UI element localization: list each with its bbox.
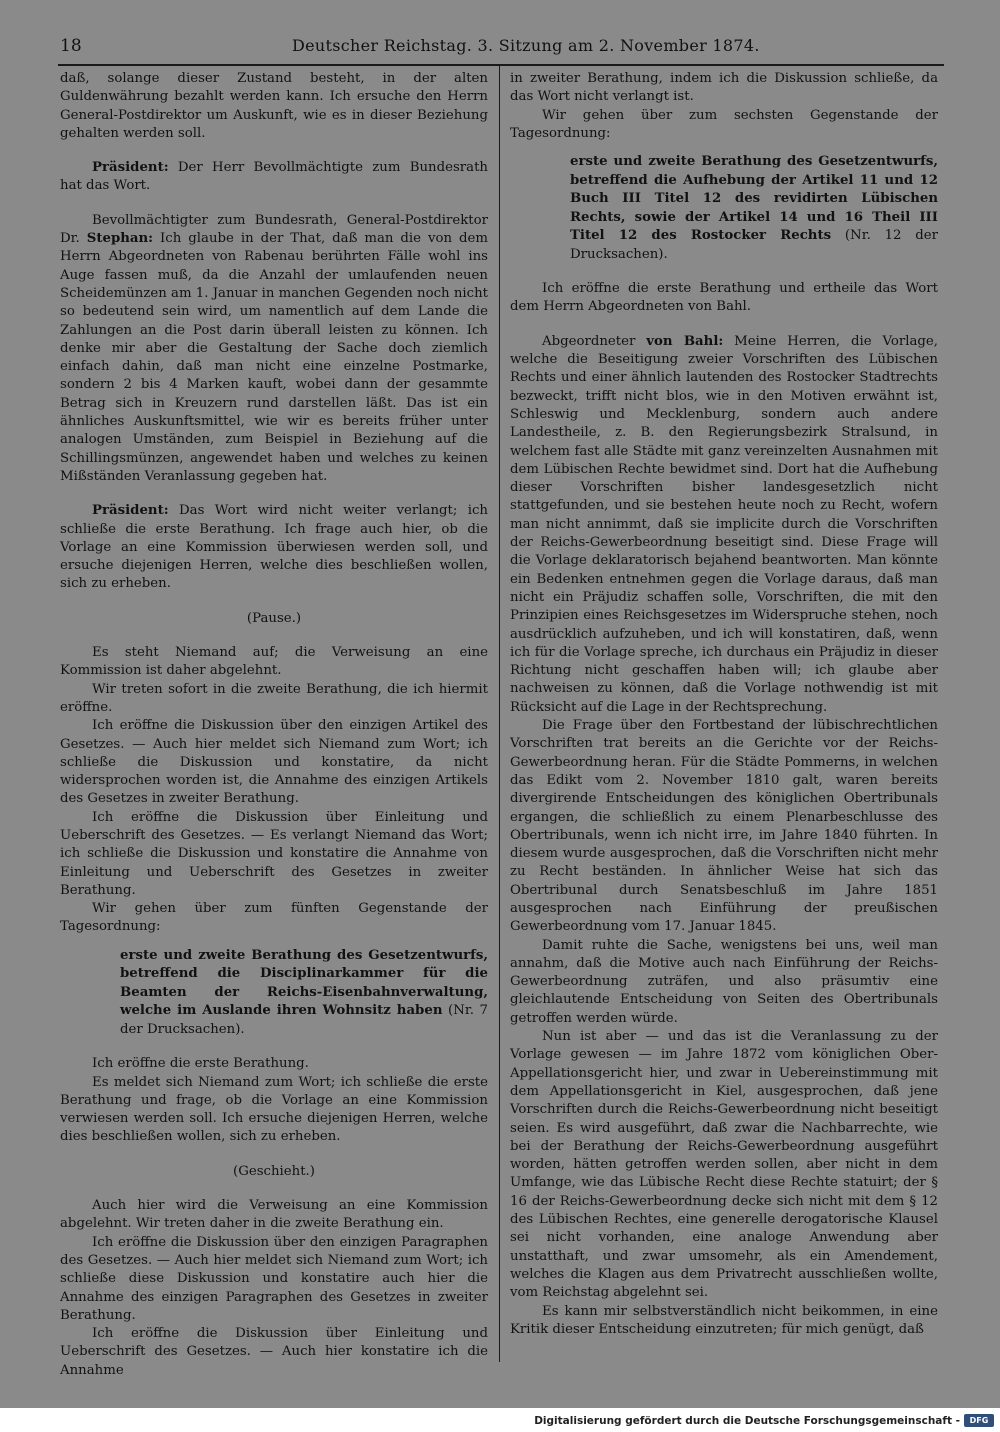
paragraph-text: Nun ist aber — und das ist die Veranlassung zu der Vorlage gewesen — im Jahre 1872 vom königlichen Ober-Appellationsgericht hier, und zwar in Uebereinstimmung mit dem Appellationsgericht in Kiel, ausgesprochen, daß jene Vorschriften durch die Reichs-Gewerbeordnung nicht beseitigt seien. Es wird ausgeführt, daß zwar die Nachbarrechte, wie bei der Berathung der Reichs-Gewerbeordnung ausgeführt worden, hätten getroffen werden sollen, aber nicht in dem Umfange, wie das Lübische Recht diese Rechte statuirt; der § 16 der Reichs-Gewerbeordnung decke sich nicht mit dem § 12 des Lübischen Rechtes, eine generelle derogatorische Klausel sei nicht vorhanden, eine analoge Anwendung aber unstatthaft, und zwar umsomehr, als ein Amendement, welches die Klagen aus dem Privatrecht ausschließen wollte, vom Reichstag abgelehnt sei. bbox=[510, 1029, 938, 1301]
column-divider bbox=[499, 66, 500, 1362]
paragraph bbox=[510, 70, 938, 107]
paragraph bbox=[510, 280, 938, 317]
speaker-name: Präsident: bbox=[92, 503, 169, 519]
paragraph bbox=[60, 1163, 488, 1181]
paragraph bbox=[120, 947, 488, 1040]
paragraph-text: daß, solange dieser Zustand besteht, in der alten Guldenwährung bezahlt werden kann. Ich ersuche den Herrn General-Postdirektor um Auskunft, wie es in dieser Beziehung gehalten werden soll. bbox=[60, 71, 488, 141]
paragraph bbox=[60, 644, 488, 681]
paragraph bbox=[510, 1303, 938, 1340]
paragraph bbox=[60, 900, 488, 937]
paragraph-text: Ich glaube in der That, daß man die von dem Herrn Abgeordneten von Rabenau berührten Fälle wohl ins Auge fassen muß, da die Anzahl der umlaufenden neuen Scheidemünzen am 1. Januar in manchen Gegenden noch nicht so bedeutend sein wird, um namentlich auf dem Lande die Zahlungen an die Post darin überall leisten zu können. Ich denke mir aber die Gestaltung der Sache doch ziemlich einfach dahin, daß man nicht eine einzelne Postmarke, sondern 2 bis 4 Marken kauft, wobei dann der gesammte Betrag sich in Kreuzern rund darstellen läßt. Das ist ein ähnliches Auskunftsmittel, wie wir es bereits früher unter analogen Umständen, zum Beispiel in Beziehung auf die Schillingsmünzen, angewendet haben und welches zu keinen Mißständen Veranlassung gegeben hat. bbox=[60, 231, 489, 484]
footer bbox=[0, 1412, 1000, 1432]
paragraph-text: Ich eröffne die Diskussion über den einzigen Paragraphen des Gesetzes. — Auch hier meldet sich Niemand zum Wort; ich schließe diese Diskussion und konstatire auch hier die Annahme des einzigen Paragraphen des Gesetzes in zweiter Berathung. bbox=[60, 1234, 488, 1323]
right-column bbox=[510, 70, 938, 1339]
paragraph-text: Die Frage über den Fortbestand der lübischrechtlichen Vorschriften trat bereits an die Gerichte vor der Reichs-Gewerbeordnung heran. Für die Städte Pommerns, in welchen das Edikt vom 2. November 1810 galt, waren bereits divergirende Entscheidungen des königlichen Obertribunals ergangen, die schließlich zu einem Plenarbeschlusse des Obertribunals, wenn ich nicht irre, im Jahre 1840 führten. In diesem wurde ausgesprochen, daß die Vorschriften nicht mehr zu Recht beständen. In ähnlicher Weise hat sich das Obertribunal durch Senatsbeschluß im Jahre 1851 ausgesprochen nach Einführung der preußischen Gewerbeordnung vom 17. Januar 1845. bbox=[510, 718, 938, 935]
paragraph-text: Abgeordneter bbox=[542, 333, 647, 349]
paragraph-text: Ich eröffne die erste Berathung. bbox=[92, 1056, 309, 1072]
paragraph bbox=[60, 1234, 488, 1325]
paragraph bbox=[60, 212, 488, 486]
page-number: 18 bbox=[60, 36, 82, 56]
dfg-logo: DFG bbox=[964, 1414, 994, 1427]
paragraph bbox=[60, 809, 488, 900]
paragraph-text: (Pause.) bbox=[246, 610, 302, 626]
paragraph bbox=[510, 107, 938, 144]
paragraph-text: Bevollmächtigter zum Bundesrath, General-Postdirektor Dr. bbox=[60, 212, 488, 247]
paragraph bbox=[510, 937, 938, 1028]
speaker-name: von Bahl: bbox=[646, 333, 724, 349]
paragraph bbox=[60, 610, 488, 628]
paragraph-text: Damit ruhte die Sache, wenigstens bei uns, weil man annahm, daß die Motive auch nach Einführung der Reichs-Gewerbeordnung zuträfen, und also präsumtiv eine gleichlautende Entscheidung von Seiten des Obertribunals getroffen werden würde. bbox=[510, 937, 938, 1026]
paragraph-text: Das Wort wird nicht weiter verlangt; ich schließe die erste Berathung. Ich frage auch hier, ob die Vorlage an eine Kommission überwiesen werden soll, und ersuche diejenigen Herren, welche dies beschließen wollen, sich zu erheben. bbox=[60, 503, 488, 592]
agenda-item-title: erste und zweite Berathung des Gesetzentwurfs, betreffend die Disciplinarkammer für die Beamten der Reichs-Eisenbahnverwaltung, welche im Auslande ihren Wohnsitz haben bbox=[120, 947, 488, 1019]
agenda-item-title: erste und zweite Berathung des Gesetzentwurfs, betreffend die Aufhebung der Artikel 11 und 12 Buch III Titel 12 des revidirten Lübischen Rechts, sowie der Artikel 14 und 16 Theil III Titel 12 des Rostocker Rechts bbox=[570, 154, 938, 244]
paragraph-text: (Nr. 12 der Drucksachen). bbox=[570, 228, 938, 262]
paragraph bbox=[60, 502, 488, 593]
paragraph-text: Ich eröffne die erste Berathung und ertheile das Wort dem Herrn Abgeordneten von Bahl. bbox=[510, 281, 938, 315]
paragraph bbox=[60, 159, 488, 196]
paragraph-text: Ich eröffne die Diskussion über Einleitung und Ueberschrift des Gesetzes. — Es verlangt Niemand das Wort; ich schließe die Diskussion und konstatire die Annahme von Einleitung und Ueberschrift des Gesetzes in zweiter Berathung. bbox=[60, 809, 488, 898]
paragraph bbox=[60, 717, 488, 808]
paragraph bbox=[510, 333, 938, 717]
paragraph-text: Es kann mir selbstverständlich nicht beikommen, in eine Kritik dieser Entscheidung einzutreten; für mich genügt, daß bbox=[510, 1303, 938, 1337]
paragraph bbox=[60, 1197, 488, 1234]
paragraph-text: Es steht Niemand auf; die Verweisung an eine Kommission ist daher abgelehnt. bbox=[60, 645, 488, 679]
paragraph-text: Wir gehen über zum sechsten Gegenstande der Tagesordnung: bbox=[510, 107, 938, 141]
paragraph-text: Der Herr Bevollmächtigte zum Bundesrath hat das Wort. bbox=[60, 160, 488, 194]
paragraph bbox=[60, 681, 488, 718]
footer-credit: Digitalisierung gefördert durch die Deutsche Forschungsgemeinschaft - bbox=[534, 1415, 960, 1427]
header-rule bbox=[58, 64, 944, 66]
paragraph-text: Wir gehen über zum fünften Gegenstande der Tagesordnung: bbox=[60, 901, 488, 935]
speaker-name: Stephan: bbox=[86, 231, 154, 247]
paragraph-text: Es meldet sich Niemand zum Wort; ich schließe die erste Berathung und frage, ob die Vorlage an eine Kommission verwiesen werden soll. Ich ersuche diejenigen Herren, welche dies beschließen wollen, sich zu erheben. bbox=[60, 1074, 488, 1145]
paragraph-text: (Geschieht.) bbox=[233, 1163, 315, 1179]
paragraph bbox=[60, 1325, 488, 1380]
paragraph-text: (Nr. 7 der Drucksachen). bbox=[120, 1003, 488, 1037]
paragraph-text: Wir treten sofort in die zweite Berathung, die ich hiermit eröffne. bbox=[60, 681, 488, 715]
paragraph bbox=[570, 153, 938, 264]
page-header bbox=[60, 36, 940, 60]
paragraph bbox=[60, 1074, 488, 1147]
paragraph-text: Meine Herren, die Vorlage, welche die Beseitigung zweier Vorschriften des Lübischen Rechts und einer ähnlich lautenden des Rostocker Stadtrechts bezweckt, trifft nicht blos, wie in den Motiven erwähnt ist, Schleswig und Mecklenburg, sondern auch andere Landestheile, z. B. den Regierungsbezirk Stralsund, in welchem fast alle Städte mit ganz vereinzelten Ausnahmen mit dem Lübischen Rechte bewidmet sind. Dort hat die Aufhebung dieser Vorschriften bisher landesgesetzlich nicht stattgefunden, und sie bestehen heute noch zu Recht, wofern man nicht annimmt, daß sie implicite durch die Vorschriften der Reichs-Gewerbeordnung beseitigt sind. Diese Frage will die Vorlage deklaratorisch bejahend beantworten. Man könnte ein Bedenken entnehmen gegen die Vorlage daraus, daß man nicht ein Präjudiz schaffen solle, Vorschriften, die mit den Prinzipien eines Reichsgesetzes im Widerspruche stehen, noch ausdrücklich aufzuheben, und ich will konstatiren, daß, wenn ich für die Vorlage spreche, ich durchaus ein Präjudiz in dieser Richtung nicht geschaffen haben will; ich glaube aber nachweisen zu können, daß die Vorlage nothwendig ist mit Rücksicht auf die Lage in der Rechtsprechung. bbox=[510, 333, 938, 715]
running-title: Deutscher Reichstag. 3. Sitzung am 2. November 1874. bbox=[292, 36, 760, 55]
paragraph-text: Ich eröffne die Diskussion über den einzigen Artikel des Gesetzes. — Auch hier meldet sich Niemand zum Wort; ich schließe die Diskussion und konstatire, da nicht widersprochen worden ist, die Annahme des einzigen Artikels des Gesetzes in zweiter Berathung. bbox=[60, 718, 488, 807]
paragraph bbox=[60, 70, 488, 143]
paragraph-text: Ich eröffne die Diskussion über Einleitung und Ueberschrift des Gesetzes. — Auch hier konstatire ich die Annahme bbox=[60, 1326, 488, 1378]
paragraph-text: Auch hier wird die Verweisung an eine Kommission abgelehnt. Wir treten daher in die zweite Berathung ein. bbox=[60, 1198, 488, 1232]
left-column bbox=[60, 70, 488, 1380]
speaker-name: Präsident: bbox=[92, 160, 169, 176]
paragraph bbox=[60, 1055, 488, 1073]
paragraph bbox=[510, 717, 938, 937]
paragraph-text: in zweiter Berathung, indem ich die Diskussion schließe, da das Wort nicht verlangt ist. bbox=[510, 71, 938, 105]
paragraph bbox=[510, 1028, 938, 1302]
